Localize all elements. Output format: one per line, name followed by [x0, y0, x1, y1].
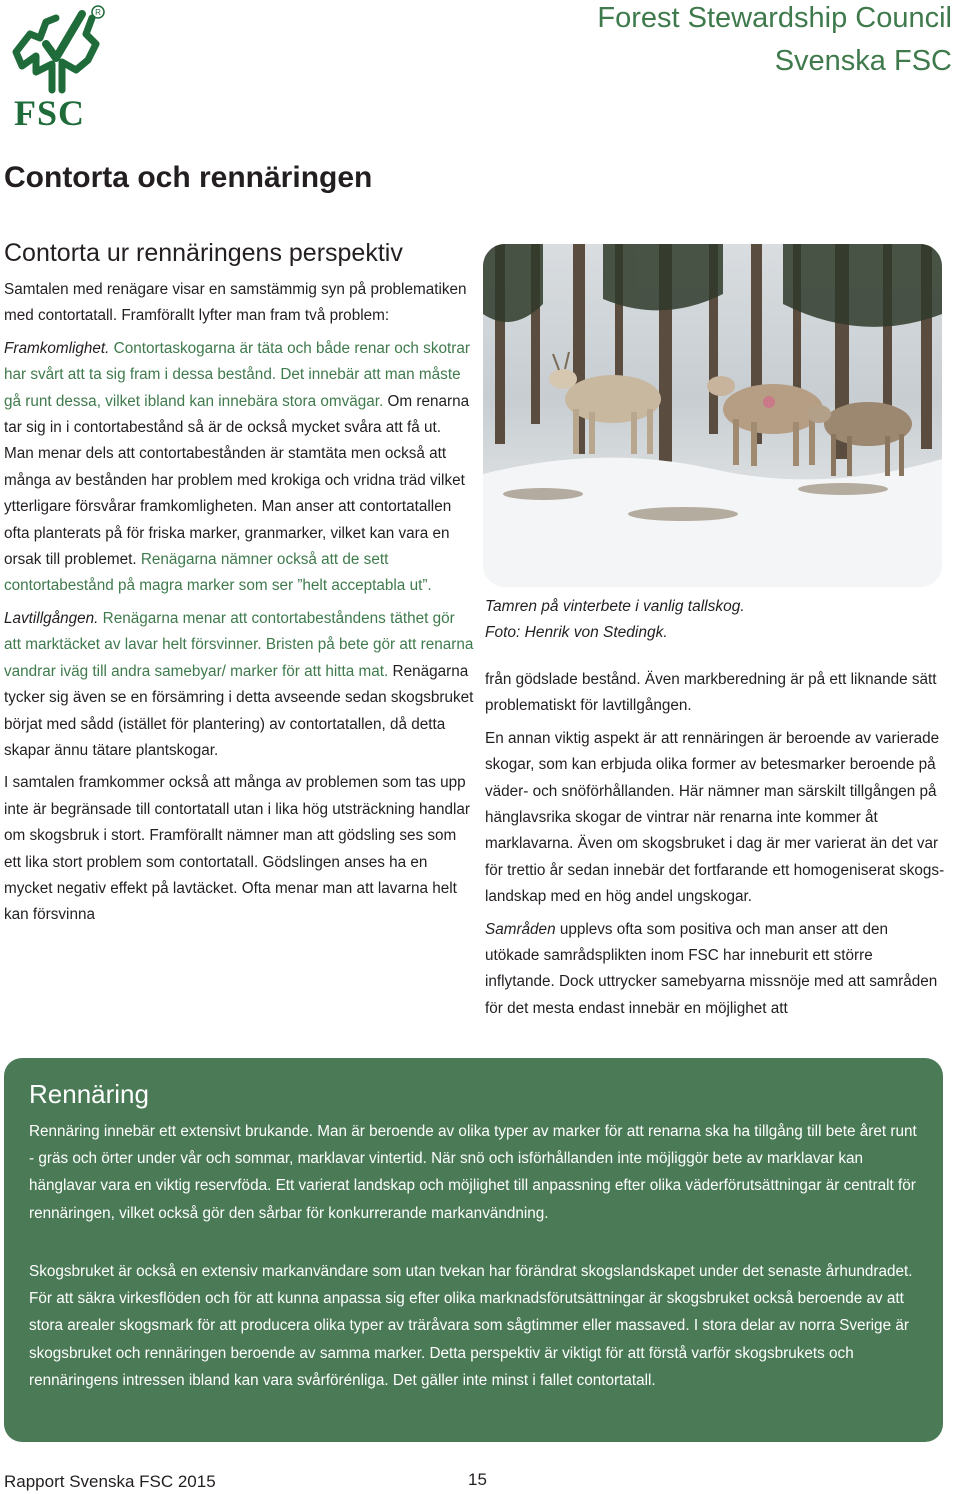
- org-subname: Svenska FSC: [774, 45, 952, 77]
- photo-caption: [485, 594, 745, 646]
- framkomlighet-paragraph: [4, 336, 474, 600]
- svg-text:R: R: [95, 8, 101, 17]
- logo-wordmark: FSC: [14, 93, 86, 133]
- section-title: Contorta ur rennäringens perspektiv: [4, 239, 403, 267]
- framkomlighet-text-c: Renägarna nämner också att de sett contortabestånd på magra marker som ser ”helt acceptabla ut”.: [4, 551, 432, 595]
- reindeer-forest-image: [483, 244, 942, 587]
- intro-paragraph: Samtalen med renägare visar en samstämmig syn på problematiken med contortatall. Framförallt lyfter man fram två problem:: [4, 281, 467, 325]
- rennaring-fact-box: [4, 1058, 943, 1442]
- fsc-logo: [6, 4, 106, 133]
- lavtillgangen-lead: Lavtillgången.: [4, 609, 99, 627]
- framkomlighet-text-b: Om renarna tar sig in i contortabestånd så är de också mycket svåra att få ut. Man menar dels att contortabestånden är stamtäta men också att många av bestånden har problem med krokiga och vridna träd vilket ytterligare försvårar framkomligheten. Man anser att contortatallen ofta planterats på för friska marker, granmarker, vilket kan vara en orsak till problemet.: [4, 392, 470, 569]
- lavtillgangen-text-b: Renägarna tycker sig även se en försämring i detta avseende sedan skogsbruket börjat med sådd (istället för plantering) av contortatallen, då detta skapar ännu tätare plantskogar.: [4, 662, 474, 759]
- right-column: [485, 667, 945, 1022]
- photo-credit: Foto: Henrik von Stedingk.: [485, 624, 668, 641]
- framkomlighet-text-a: Contortaskogarna är täta och både renar och skotrar har svårt att ta sig fram i dessa bestånd. Det innebär att man måste gå runt dessa, vilket ibland kan innebära stora omvägar.: [4, 339, 470, 410]
- page-number: 15: [468, 1470, 487, 1489]
- samtalen-paragraph: I samtalen framkommer också att många av problemen som tas upp inte är begränsade till contortatall utan i lika hög utsträckning handlar om skogsbruk i stort. Framförallt nämner man att gödsling ses som ett lika stort problem som contortatall. Gödslingen anses ha en mycket negativ effekt på lavtäcket. Ofta menar man att lavarna helt kan försvinna: [4, 774, 470, 924]
- fact-box-paragraph-1: Rennäring innebär ett extensivt brukande. Man är beroende av olika typer av marker för att renarna ska ha tillgång till bete året runt - gräs och örter under vår och sommar, marklavar vintertid. När snö och isförhållanden inte möjliggör bete av marklavar kan hänglavar vara en viktig reservföda. Ett varierat landskap och möjlighet till anpassning efter olika väderförutsättningar är centralt för rennäringen, vilket också gör den sårbar för konkurrerande markanvändning.: [29, 1123, 917, 1222]
- left-column: [4, 277, 474, 929]
- org-name: Forest Stewardship Council: [597, 2, 952, 34]
- lavtillgangen-paragraph: [4, 606, 474, 764]
- samraden-lead: Samråden: [485, 920, 556, 938]
- samraden-text: upplevs ofta som positiva och man anser att den utökade samrådsplikten inom FSC har inneburit ett större inflytande. Dock uttrycker samebyarna missnöje med att samråden för det mesta endast innebär en möjlighet att: [485, 920, 938, 1017]
- samraden-paragraph: [485, 917, 945, 1023]
- fact-box-title: Rennäring: [29, 1079, 149, 1109]
- markberedning-paragraph: från gödslade bestånd. Även markberedning är på ett liknande sätt problematiskt för lavtillgången.: [485, 671, 937, 715]
- variation-paragraph: En annan viktig aspekt är att rennäringen är beroende av varierade skogar, som kan erbjuda olika former av betesmarker beroende på väder- och snöförhållanden. Här nämner man särskilt tillgången på hänglavsrika skogar de vintrar när renarna inte kommer åt marklavarna. Även om skogsbruket i dag är mer varierat än det var för trettio år sedan innebär det fortfarande ett homogeniserat skogslandskap med en hög andel ungskogar.: [485, 729, 945, 906]
- fact-box-paragraph-2: Skogsbruket är också en extensiv markanvändare som utan tvekan har förändrat skogslandskapet under det senaste århundradet. För att säkra virkesflöden och för att kunna anpassa sig efter olika marknadsförutsättningar är skogsbruket också beroende av att stora arealer skogsmark för att producera olika typer av träråvara som sågtimmer eller massaved. I stora delar av norra Sverige är skogsbruket och rennäringen beroende av samma marker. Detta perspektiv är viktigt för att förstå varför skogsbrukets och rennäringens intressen ibland kan vara svårförénliga. Det gäller inte minst i fallet contortatall.: [29, 1263, 913, 1389]
- footer-report-name: Rapport Svenska FSC 2015: [4, 1472, 216, 1491]
- framkomlighet-lead: Framkomlighet.: [4, 339, 110, 357]
- photo-caption-line1: Tamren på vinterbete i vanlig tallskog.: [485, 598, 745, 615]
- lavtillgangen-text-a: Renägarna menar att contortabeståndens täthet gör att marktäcket av lavar helt försvinner. Bristen på bete gör att renarna vandrar iväg till andra samebyar/ marker för att hitta mat.: [4, 609, 474, 680]
- reindeer-photo: [483, 244, 942, 587]
- page-title: Contorta och rennäringen: [4, 161, 373, 194]
